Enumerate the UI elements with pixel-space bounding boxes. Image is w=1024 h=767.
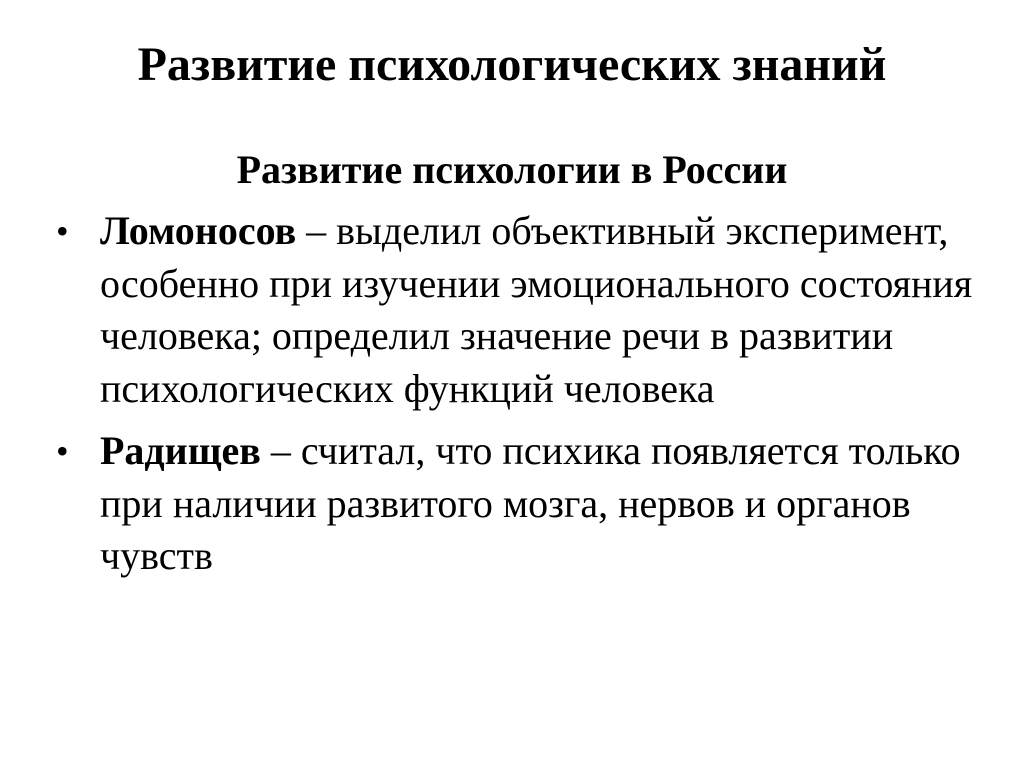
- slide-title: Развитие психологических знаний: [137, 38, 887, 91]
- bullet-text-lomonosov: – выделил объективный эксперимент, особенно при изучении эмоционального состояния человека; определил значение речи в развитии психологических функций человека: [100, 208, 973, 411]
- bullet-item-radishchev: [52, 425, 982, 583]
- bullet-item-lomonosov: [52, 205, 982, 415]
- bullet-name-radishchev: Радищев: [100, 428, 261, 473]
- bullet-name-lomonosov: Ломоносов: [100, 208, 297, 253]
- bullet-list: [52, 205, 982, 593]
- bullet-marker: •: [56, 211, 69, 251]
- slide-subtitle: Развитие психологии в России: [236, 147, 788, 192]
- bullet-marker: •: [56, 431, 69, 471]
- bullet-text-radishchev: – считал, что психика появляется только при наличии развитого мозга, нервов и органов чувств: [100, 428, 961, 578]
